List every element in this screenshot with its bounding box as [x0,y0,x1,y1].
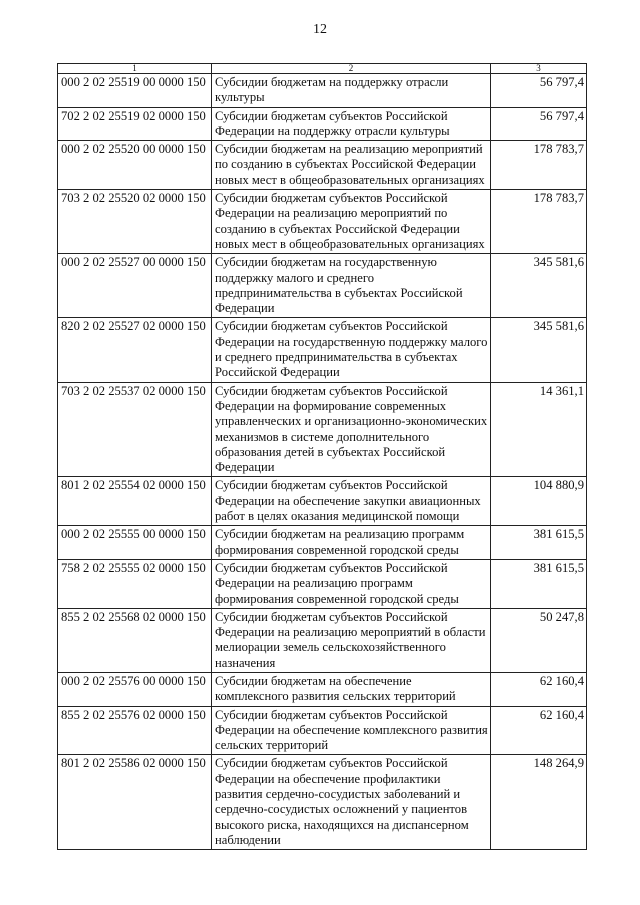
sum-cell: 178 783,7 [491,190,587,254]
budget-revenue-table [57,63,587,850]
name-cell: Субсидии бюджетам субъектов Российской Федерации на обеспечение закупки авиационных работ в целях оказания медицинской помощи [212,477,491,526]
code-cell: 000 2 02 25520 00 0000 150 [58,141,212,190]
name-cell: Субсидии бюджетам субъектов Российской Федерации на поддержку отрасли культуры [212,107,491,141]
name-cell: Субсидии бюджетам субъектов Российской Федерации на обеспечение профилактики развития сердечно-сосудистых заболеваний и сердечно-сосудистых осложнений у пациентов высокого риска, находящихся на диспансерном наблюдении [212,755,491,850]
column-header-sum: 3 [491,64,587,74]
column-header-code: 1 [58,64,212,74]
sum-cell: 381 615,5 [491,526,587,560]
name-cell: Субсидии бюджетам на обеспечение комплексного развития сельских территорий [212,672,491,706]
sum-cell: 345 581,6 [491,254,587,318]
sum-cell: 381 615,5 [491,559,587,608]
sum-cell: 50 247,8 [491,608,587,672]
code-cell: 703 2 02 25537 02 0000 150 [58,382,212,477]
code-cell: 801 2 02 25586 02 0000 150 [58,755,212,850]
code-cell: 758 2 02 25555 02 0000 150 [58,559,212,608]
table-row [58,608,587,672]
name-cell: Субсидии бюджетам на государственную поддержку малого и среднего предпринимательства в субъектах Российской Федерации [212,254,491,318]
table-row [58,477,587,526]
name-cell: Субсидии бюджетам на поддержку отрасли культуры [212,74,491,108]
name-cell: Субсидии бюджетам субъектов Российской Федерации на формирование современных управленческих и организационно-экономических механизмов в системе дополнительного образования детей в субъектах Российской Федерации [212,382,491,477]
name-cell: Субсидии бюджетам субъектов Российской Федерации на реализацию мероприятий в области мелиорации земель сельскохозяйственного назначения [212,608,491,672]
name-cell: Субсидии бюджетам на реализацию программ формирования современной городской среды [212,526,491,560]
name-cell: Субсидии бюджетам субъектов Российской Федерации на обеспечение комплексного развития сельских территорий [212,706,491,755]
sum-cell: 14 361,1 [491,382,587,477]
code-cell: 000 2 02 25519 00 0000 150 [58,74,212,108]
sum-cell: 62 160,4 [491,672,587,706]
table-header-row [58,64,587,74]
table-row [58,107,587,141]
code-cell: 000 2 02 25527 00 0000 150 [58,254,212,318]
code-cell: 855 2 02 25576 02 0000 150 [58,706,212,755]
sum-cell: 178 783,7 [491,141,587,190]
column-header-name: 2 [212,64,491,74]
code-cell: 855 2 02 25568 02 0000 150 [58,608,212,672]
code-cell: 000 2 02 25555 00 0000 150 [58,526,212,560]
code-cell: 703 2 02 25520 02 0000 150 [58,190,212,254]
sum-cell: 56 797,4 [491,74,587,108]
table-row [58,672,587,706]
table-row [58,190,587,254]
table-row [58,141,587,190]
table-row [58,74,587,108]
name-cell: Субсидии бюджетам субъектов Российской Федерации на реализацию программ формирования современной городской среды [212,559,491,608]
code-cell: 000 2 02 25576 00 0000 150 [58,672,212,706]
sum-cell: 345 581,6 [491,318,587,382]
sum-cell: 104 880,9 [491,477,587,526]
table-row [58,382,587,477]
table-row [58,318,587,382]
code-cell: 702 2 02 25519 02 0000 150 [58,107,212,141]
table-row [58,706,587,755]
sum-cell: 148 264,9 [491,755,587,850]
sum-cell: 56 797,4 [491,107,587,141]
table-row [58,559,587,608]
code-cell: 801 2 02 25554 02 0000 150 [58,477,212,526]
name-cell: Субсидии бюджетам на реализацию мероприятий по созданию в субъектах Российской Федерации новых мест в общеобразовательных организациях [212,141,491,190]
code-cell: 820 2 02 25527 02 0000 150 [58,318,212,382]
sum-cell: 62 160,4 [491,706,587,755]
table-row [58,254,587,318]
table-row [58,755,587,850]
table-body [58,74,587,850]
name-cell: Субсидии бюджетам субъектов Российской Федерации на государственную поддержку малого и среднего предпринимательства в субъектах Российской Федерации [212,318,491,382]
table-row [58,526,587,560]
name-cell: Субсидии бюджетам субъектов Российской Федерации на реализацию мероприятий по созданию в субъектах Российской Федерации новых мест в общеобразовательных организациях [212,190,491,254]
page-number: 12 [313,22,327,37]
